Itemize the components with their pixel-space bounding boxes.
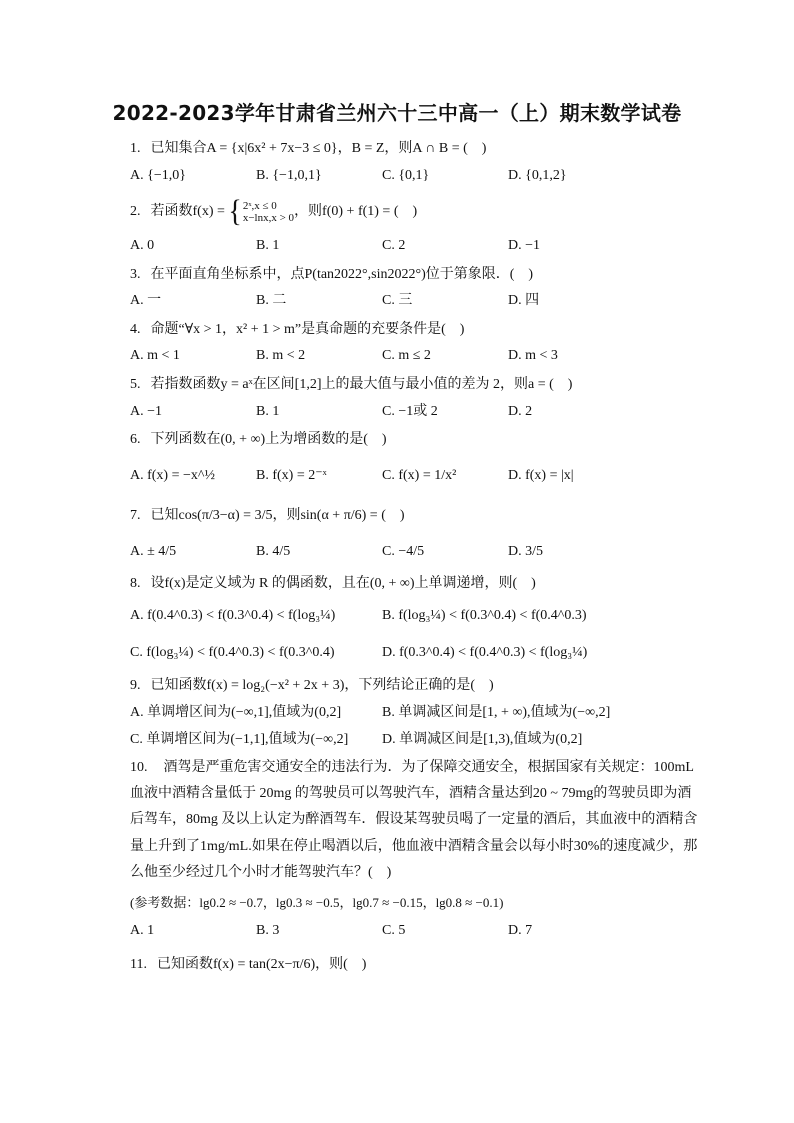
question-line-4: 量上升到了1mg/mL.如果在停止喝酒以后，他血液中酒精含量会以每小时30%的速度减少，那 [130,839,698,854]
option-d[interactable]: D. f(x) = |x| [508,468,574,483]
option-d[interactable]: D. 2 [508,404,533,419]
option-c[interactable]: C. m ≤ 2 [382,348,431,363]
page-title: 2022-2023学年甘肃省兰州六十三中高一（上）期末数学试卷 [112,101,682,125]
question-2-options [130,236,690,256]
question-number: 4. [130,322,141,337]
option-c[interactable]: C. f(x) = 1/x² [382,468,457,483]
question-stem: 命题“∀x > 1，x² + 1 > m”是真命题的充要条件是( ) [150,322,465,337]
option-b[interactable]: B. 3 [256,923,280,938]
option-d[interactable]: D. 3/5 [508,544,543,559]
option-a[interactable]: A. 单调增区间为(−∞,1],值域为(0,2] [130,705,342,720]
option-b[interactable]: B. 1 [256,404,280,419]
question-number: 11. [130,957,147,972]
question-stem: 已知cos(π/3−α) = 3/5，则sin(α + π/6) = ( ) [150,508,405,523]
option-d[interactable]: D. 四 [508,293,540,308]
question-3-options [130,291,690,311]
option-c[interactable]: C. {0,1} [382,168,430,183]
question-1-options [130,166,690,186]
question-6 [130,431,387,449]
question-line-3: 后驾车，80mg 及以上认定为醉酒驾车．假设某驾驶员喝了一定量的酒后，其血液中的酒精含 [130,812,698,827]
option-c[interactable]: C. 单调增区间为(−1,1],值域为(−∞,2] [130,732,349,747]
question-line-1: 酒驾是严重危害交通安全的违法行为．为了保障交通安全，根据国家有关规定：100mL [163,760,694,775]
option-a[interactable]: A. m < 1 [130,348,180,363]
option-b[interactable]: B. f(x) = 2⁻ˣ [256,468,327,483]
question-10 [130,758,694,778]
question-7-options [130,542,690,562]
reference-data: (参考数据：lg0.2 ≈ −0.7，lg0.3 ≈ −0.5，lg0.7 ≈ −0.15，lg0.8 ≈ −0.1) [130,895,504,910]
question-10-options [130,921,690,941]
option-d[interactable]: D. f(0.3^0.4) < f(0.4^0.3) < f(log₃¼) [382,645,588,660]
option-d[interactable]: D. {0,1,2} [508,168,567,183]
question-9-options-row-2 [130,730,690,750]
question-number: 10. [130,760,148,775]
piecewise-cases [243,200,294,224]
question-stem: 已知集合A = {x|6x² + 7x−3 ≤ 0}，B = Z，则A ∩ B = ( ) [150,141,487,156]
case-2: x−lnx,x > 0 [242,212,295,224]
question-9 [130,677,494,695]
question-stem: 已知函数f(x) = tan(2x−π/6)，则( ) [156,957,367,972]
option-c[interactable]: C. 2 [382,238,406,253]
option-b[interactable]: B. 1 [256,238,280,253]
question-8-options-row-2 [130,643,690,663]
question-11 [130,956,366,974]
question-line-2: 血液中酒精含量低于 20mg 的驾驶员可以驾驶汽车，酒精含量达到20 ~ 79mg的驾驶员即为酒 [130,786,692,801]
question-stem-post: ，则f(0) + f(1) = ( ) [294,204,418,220]
option-a[interactable]: A. ± 4/5 [130,544,177,559]
question-stem: 在平面直角坐标系中，点P(tan2022°,sin2022°)位于第象限．( ) [150,267,534,282]
question-number: 8. [130,576,141,591]
option-a[interactable]: A. f(x) = −x^½ [130,468,215,483]
question-number: 9. [130,678,141,693]
question-number: 2. [130,204,141,220]
question-5 [130,376,572,394]
option-a[interactable]: A. 一 [130,293,162,308]
question-number: 6. [130,432,141,447]
question-2 [130,194,418,229]
option-d[interactable]: D. −1 [508,238,541,253]
question-number: 1. [130,141,141,156]
option-c[interactable]: C. 5 [382,923,406,938]
option-b[interactable]: B. {−1,0,1} [256,168,322,183]
question-line-5: 么他至少经过几个小时才能驾驶汽车？( ) [130,865,392,880]
option-c[interactable]: C. −1或 2 [382,404,438,419]
question-stem: 设f(x)是定义域为 R 的偶函数，且在(0, + ∞)上单调递增，则( ) [150,576,536,591]
option-b[interactable]: B. 二 [256,293,287,308]
question-8-options-row-1 [130,606,690,626]
question-number: 5. [130,377,141,392]
option-c[interactable]: C. −4/5 [382,544,425,559]
option-d[interactable]: D. m < 3 [508,348,558,363]
option-a[interactable]: A. −1 [130,404,163,419]
question-stem: 已知函数f(x) = log₂(−x² + 2x + 3)，下列结论正确的是( ) [150,678,494,693]
question-number: 3. [130,267,141,282]
question-1 [130,140,486,158]
option-d[interactable]: D. 单调减区间是[1,3),值域为(0,2] [382,732,583,747]
question-stem-pre: 若函数f(x) = [150,204,229,220]
option-c[interactable]: C. 三 [382,293,413,308]
question-6-options [130,466,690,486]
option-d[interactable]: D. 7 [508,923,533,938]
question-8 [130,575,536,593]
question-5-options [130,402,690,422]
question-number: 7. [130,508,141,523]
brace-symbol: { [228,194,242,229]
question-9-options-row-1 [130,703,690,723]
option-b[interactable]: B. 4/5 [256,544,291,559]
option-c[interactable]: C. f(log₃¼) < f(0.4^0.3) < f(0.3^0.4) [130,645,335,660]
question-7 [130,507,405,525]
option-b[interactable]: B. f(log₃¼) < f(0.3^0.4) < f(0.4^0.3) [382,608,587,623]
option-a[interactable]: A. 0 [130,238,155,253]
case-1: 2ˣ,x ≤ 0 [242,200,277,212]
question-3 [130,266,533,284]
question-4 [130,321,464,339]
option-b[interactable]: B. m < 2 [256,348,306,363]
option-a[interactable]: A. {−1,0} [130,168,186,183]
option-a[interactable]: A. f(0.4^0.3) < f(0.3^0.4) < f(log₃¼) [130,608,336,623]
question-stem: 下列函数在(0, + ∞)上为增函数的是( ) [150,432,387,447]
question-stem: 若指数函数y = aˣ在区间[1,2]上的最大值与最小值的差为 2，则a = ( ) [150,377,573,392]
option-a[interactable]: A. 1 [130,923,155,938]
option-b[interactable]: B. 单调减区间是[1, + ∞),值域为(−∞,2] [382,705,611,720]
question-4-options [130,346,690,366]
